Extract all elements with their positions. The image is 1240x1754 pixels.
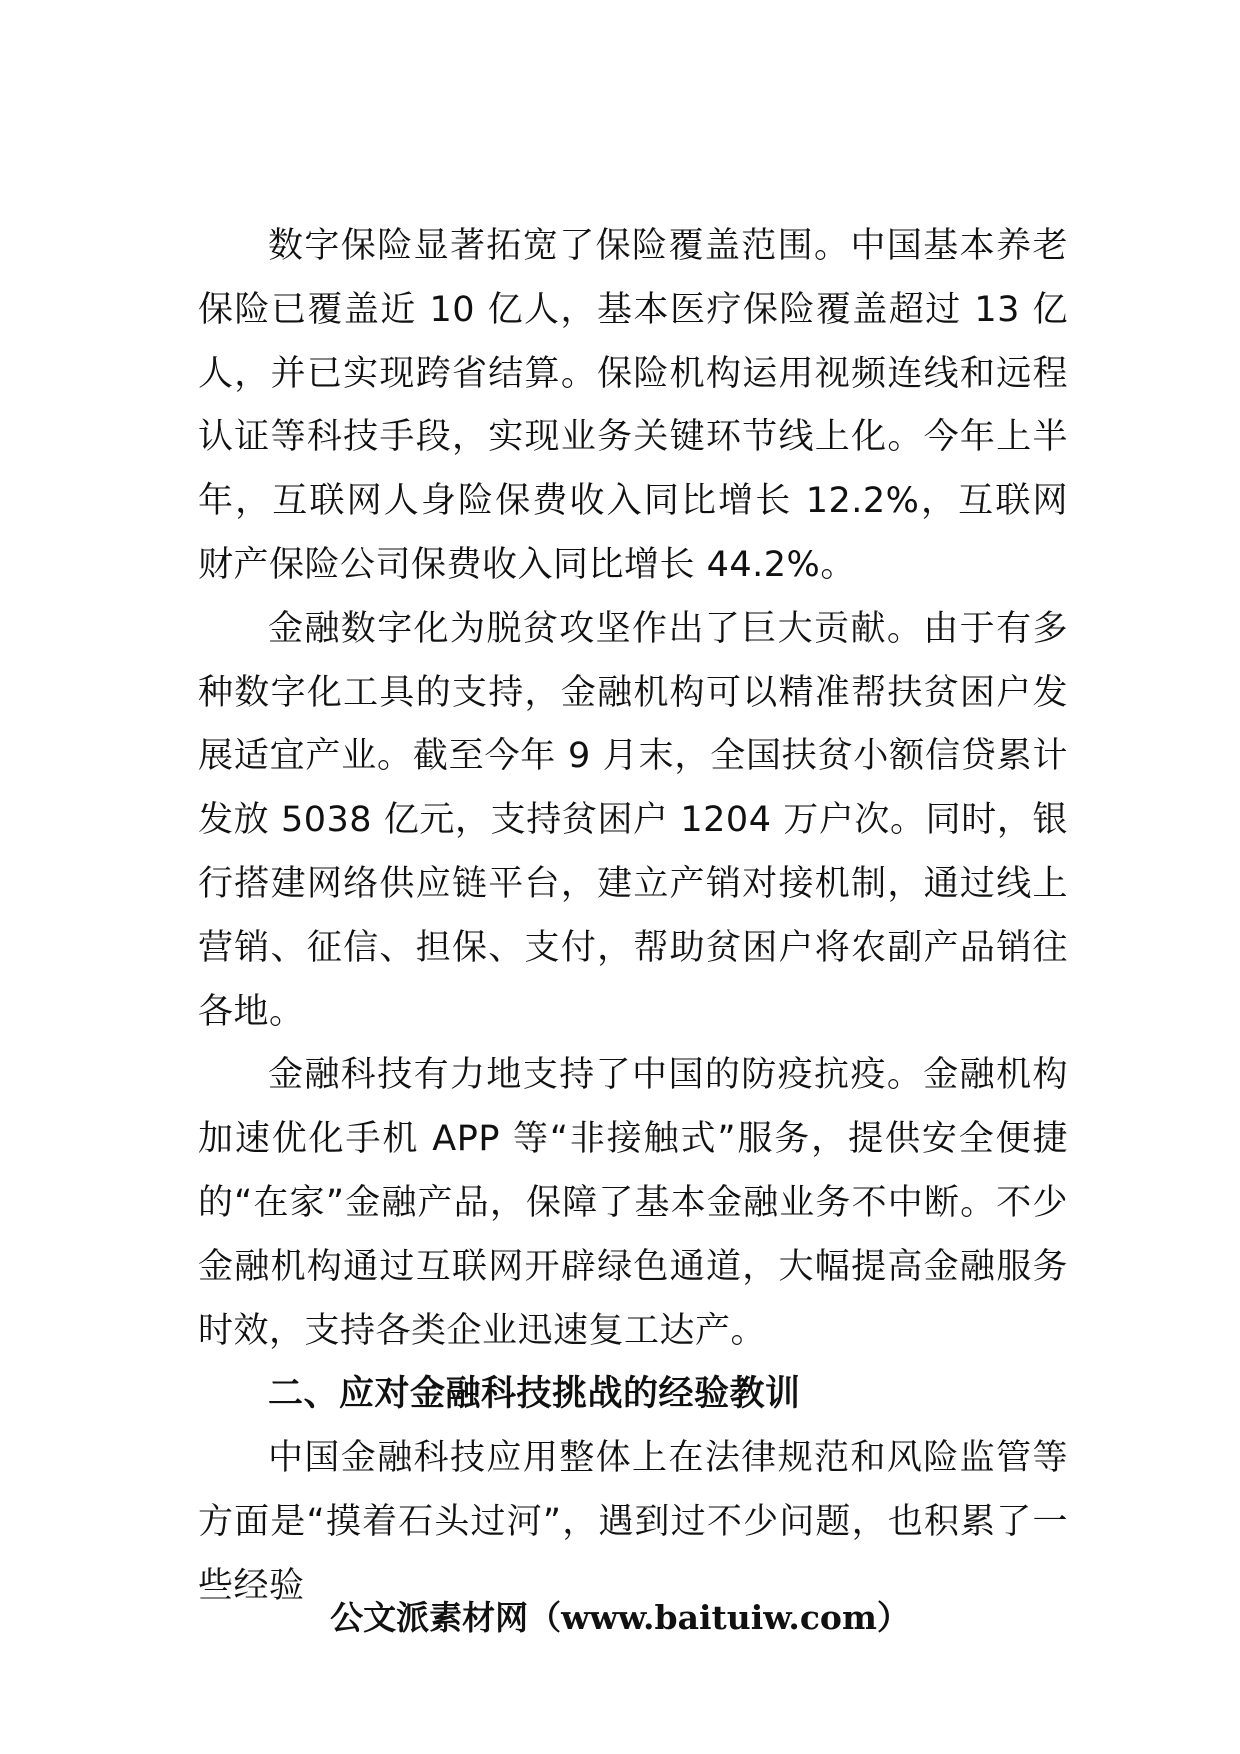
paragraph-lessons: 中国金融科技应用整体上在法律规范和风险监管等方面是“摸着石头过河”，遇到过不少问题，也积累了一些经验 bbox=[198, 1438, 1068, 1606]
paragraph-poverty-alleviation: 金融数字化为脱贫攻坚作出了巨大贡献。由于有多种数字化工具的支持，金融机构可以精准帮扶贫困户发展适宜产业。截至今年 9 月末，全国扶贫小额信贷累计发放 5038 亿元，支持贫困户 1204 万户次。同时，银行搭建网络供应链平台，建立产销对接机制，通过线上营销、征信、担保、支付，帮助贫困户将农副产品销往各地。 bbox=[198, 608, 1068, 1032]
document-body bbox=[198, 215, 1068, 1619]
paragraph-digital-insurance: 数字保险显著拓宽了保险覆盖范围。中国基本养老保险已覆盖近 10 亿人，基本医疗保险覆盖超过 13 亿人，并已实现跨省结算。保险机构运用视频连线和远程认证等科技手段，实现业务关键环节线上化。今年上半年，互联网人身险保费收入同比增长 12.2%，互联网财产保险公司保费收入同比增长 44.2%。 bbox=[198, 226, 1068, 585]
section-heading: 二、应对金融科技挑战的经验教训 bbox=[268, 1374, 801, 1415]
footer-watermark: 公文派素材网（www.baituiw.com） bbox=[330, 1598, 910, 1637]
paragraph-epidemic-support: 金融科技有力地支持了中国的防疫抗疫。金融机构加速优化手机 APP 等“非接触式”服务，提供安全便捷的“在家”金融产品，保障了基本金融业务不中断。不少金融机构通过互联网开辟绿色通道，大幅提高金融服务时效，支持各类企业迅速复工达产。 bbox=[198, 1055, 1068, 1351]
